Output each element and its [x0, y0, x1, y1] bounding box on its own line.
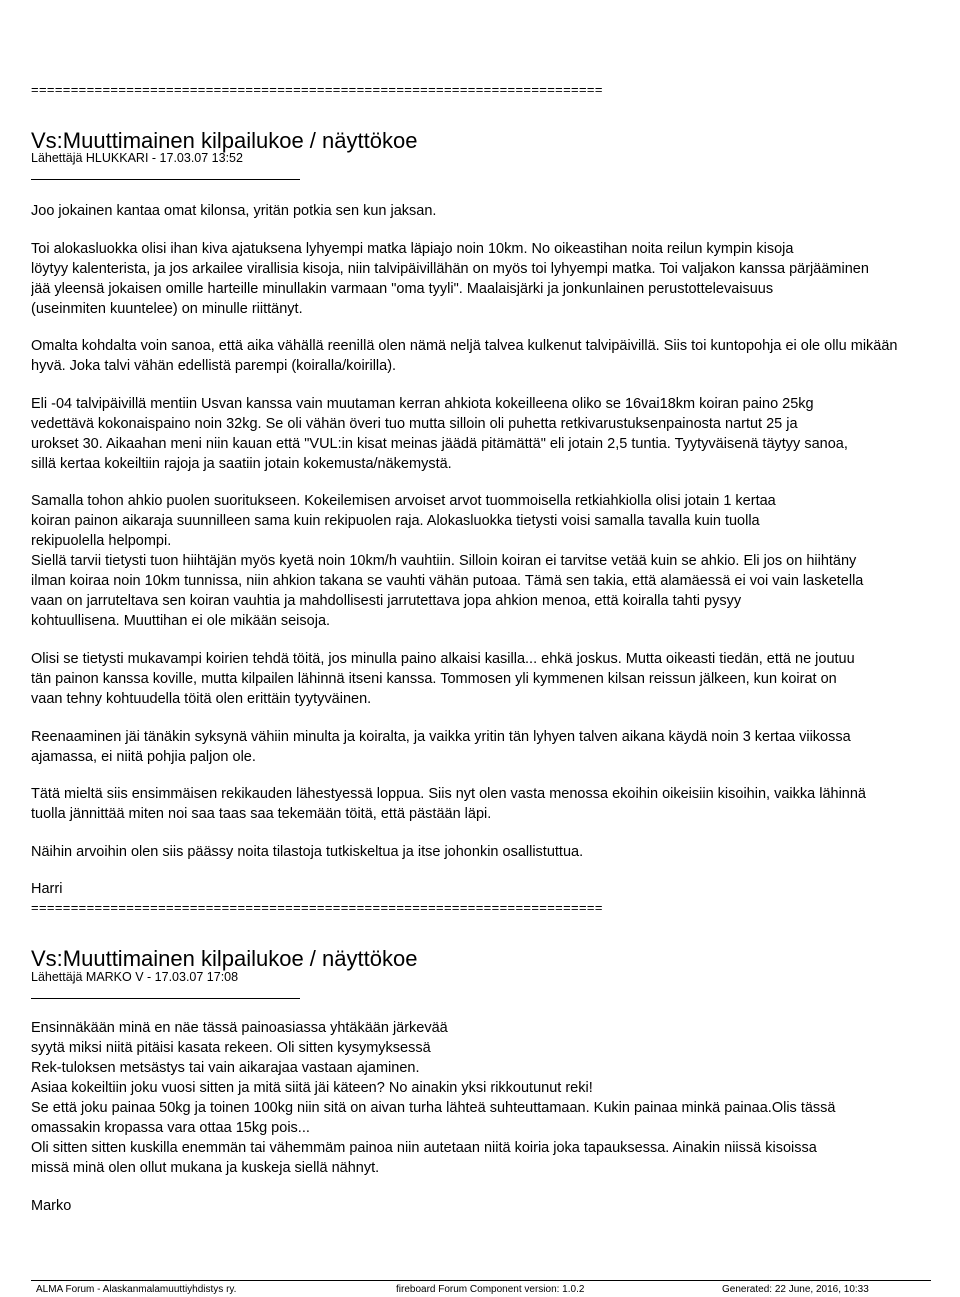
post-paragraph	[31, 201, 960, 221]
paragraph-line: hyvä. Joka talvi vähän edellistä parempi (koiralla/koirilla).	[31, 358, 397, 375]
paragraph-line: ajamassa, ei niitä pohjia paljon ole.	[31, 748, 256, 765]
paragraph-gap	[31, 319, 960, 337]
post-meta-rule	[31, 998, 300, 999]
paragraph-line: Olisi se tietysti mukavampi koirien tehdä töitä, jos minulla paino alkaisi kasilla... ehkä joskus. Mutta oikeasti tiedän, että ne joutuu	[31, 650, 855, 667]
paragraph-line: Ensinnäkään minä en näe tässä painoasiassa yhtäkään järkevää	[31, 1020, 448, 1036]
paragraph-line: Omalta kohdalta voin sanoa, että aika vähällä reenillä olen nämä neljä talvea kulkenut talvipäivillä. Siis toi kuntopohja ei ole ollu mikään	[31, 338, 898, 355]
paragraph-line: rekipuolella helpompi.	[31, 533, 172, 550]
paragraph-gap	[31, 1178, 960, 1196]
paragraph-line: Harri	[31, 881, 63, 898]
footer-component-version: fireboard Forum Component version: 1.0.2	[396, 1284, 585, 1295]
paragraph-line: vedettävä kokonaispaino noin 32kg. Se oli vähän överi tuo mutta silloin oli puhetta retkivarustuksenpainosta nartut 25 ja	[31, 415, 798, 432]
paragraph-gap	[31, 767, 960, 785]
paragraph-line: vaan on jarruteltava sen koiran vauhtia ja mahdollisesti jarrutettava jopa ahkion menoa, että koiralla tahti pysyy	[31, 593, 742, 610]
paragraph-gap	[31, 221, 960, 239]
post-paragraph	[31, 727, 960, 767]
paragraph-line: (useinmiten kuuntelee) on minulle riittänyt.	[31, 300, 303, 317]
footer-rule	[31, 1280, 931, 1281]
paragraph-line: Se että joku painaa 50kg ja toinen 100kg niin sitä on aivan turha lähteä suhteuttamaan. Kukin painaa minkä painaa.Olis tässä	[31, 1100, 836, 1116]
paragraph-line: kohtuullisena. Muuttihan ei ole mikään seisoja.	[31, 613, 331, 630]
post-separator: ========================================================================	[31, 82, 603, 97]
paragraph-line: koiran painon aikaraja suunnilleen sama kuin rekipuolen raja. Alokasluokka tietysti voisi samalla tavalla kuin tuolla	[31, 513, 760, 530]
post-title: Vs:Muuttimainen kilpailukoe / näyttökoe	[31, 128, 418, 153]
post-meta-rule	[31, 179, 300, 180]
paragraph-line: Tätä mieltä siis ensimmäisen rekikauden lähestyessä loppua. Siis nyt olen vasta menossa ekoihin oikeisiin kisoihin, vaikka lähinnä	[31, 786, 866, 803]
paragraph-line: Siellä tarvii tietysti tuon hiihtäjän myös kyetä noin 10km/h vauhtiin. Silloin koiran ei tarvitse vetää kuin se ahkio. Eli jos on hiihtäny	[31, 553, 857, 570]
post-paragraph	[31, 842, 960, 862]
post-paragraph	[31, 239, 960, 319]
paragraph-gap	[31, 824, 960, 842]
paragraph-line: jää yleensä jokaisen omille harteille minullakin varmaan "oma tyyli". Maalaisjärki ja jonkunlainen perustottelevaisuus	[31, 280, 774, 297]
post-separator: ========================================================================	[31, 900, 603, 915]
paragraph-line: Samalla tohon ahkio puolen suoritukseen. Kokeilemisen arvoiset arvot tuommoisella retkiahkiolla olisi jotain 1 kertaa	[31, 493, 776, 510]
paragraph-line: tän painon kanssa koville, mutta kilpailen lähinnä itseni kanssa. Tommosen yli kymmenen kilsan reissun jälkeen, kun koirat on	[31, 670, 837, 687]
post-title: Vs:Muuttimainen kilpailukoe / näyttökoe	[31, 946, 418, 971]
paragraph-gap	[31, 709, 960, 727]
paragraph-line: sillä kertaa kokeiltiin rajoja ja saatiin jotain kokemusta/näkemystä.	[31, 455, 452, 472]
paragraph-line: syytä miksi niitä pitäisi kasata rekeen. Oli sitten kysymyksessä	[31, 1040, 431, 1056]
paragraph-line: ilman koiraa noin 10km tunnissa, niin ahkion takana se vauhti vähän putoaa. Tämä sen takia, että alamäessä ei voi vain lasketella	[31, 573, 864, 590]
post-paragraph	[31, 336, 960, 376]
paragraph-line: Oli sitten sitten kuskilla enemmän tai vähemmäm painoa niin autetaan niitä koiria joka tapauksessa. Ainakin niissä kisoissa	[31, 1140, 817, 1156]
post-meta: Lähettäjä HLUKKARI - 17.03.07 13:52	[31, 151, 243, 165]
post-paragraph	[31, 879, 960, 899]
paragraph-line: Joo jokainen kantaa omat kilonsa, yritän potkia sen kun jaksan.	[31, 203, 437, 219]
paragraph-line: löytyy kalenterista, ja jos arkailee virallisia kisoja, niin talvipäivillähän on myös toi lyhyempi matka. Toi valjakon kanssa pärjääminen	[31, 260, 869, 277]
post-paragraph	[31, 1018, 960, 1178]
post-meta: Lähettäjä MARKO V - 17.03.07 17:08	[31, 970, 239, 984]
paragraph-line: Eli -04 talvipäivillä mentiin Usvan kanssa vain muutaman kerran ahkiota kokeilleena oliko se 16vai18km koiran paino 25kg	[31, 395, 814, 412]
paragraph-line: Asiaa kokeiltiin joku vuosi sitten ja mitä siitä jäi käteen? No ainakin yksi rikkoutunut reki!	[31, 1080, 593, 1096]
post-paragraph	[31, 1196, 960, 1216]
paragraph-gap	[31, 376, 960, 394]
paragraph-line: Näihin arvoihin olen siis päässy noita tilastoja tutkiskeltua ja itse johonkin osallistuttua.	[31, 843, 584, 860]
paragraph-gap	[31, 474, 960, 492]
paragraph-line: missä minä olen ollut mukana ja kuskeja siellä nähnyt.	[31, 1160, 380, 1176]
post-body	[31, 1018, 960, 1216]
paragraph-line: Marko	[31, 1197, 72, 1214]
paragraph-line: tuolla jännittää miten noi saa taas saa tekemään töitä, että pästään läpi.	[31, 806, 492, 823]
post-paragraph	[31, 649, 960, 709]
post-body	[31, 201, 960, 899]
footer-site-name: ALMA Forum - Alaskanmalamuuttiyhdistys ry.	[36, 1284, 237, 1295]
paragraph-line: urokset 30. Aikaahan meni niin kauan että "VUL:in kisat meinas jäädä pitämättä" eli jotain 2,5 tuntia. Tyytyväisenä täytyy sanoa,	[31, 435, 848, 452]
paragraph-gap	[31, 631, 960, 649]
post-paragraph	[31, 491, 960, 631]
paragraph-line: omassakin kropassa vara ottaa 15kg pois...	[31, 1120, 310, 1136]
paragraph-line: Rek-tuloksen metsästys tai vain aikarajaa vastaan ajaminen.	[31, 1060, 420, 1076]
paragraph-line: Reenaaminen jäi tänäkin syksynä vähiin minulta ja koiralta, ja vaikka yritin tän lyhyen talven aikana käydä noin 3 kertaa viikossa	[31, 728, 851, 745]
paragraph-gap	[31, 862, 960, 880]
paragraph-line: Toi alokasluokka olisi ihan kiva ajatuksena lyhyempi matka läpiajo noin 10km. No oikeastihan noita reilun kympin kisoja	[31, 240, 794, 257]
post-paragraph	[31, 394, 960, 474]
post-paragraph	[31, 784, 960, 824]
footer-generated-date: Generated: 22 June, 2016, 10:33	[722, 1284, 869, 1295]
paragraph-line: vaan tehny kohtuudella töitä olen erittäin tyytyväinen.	[31, 690, 372, 707]
